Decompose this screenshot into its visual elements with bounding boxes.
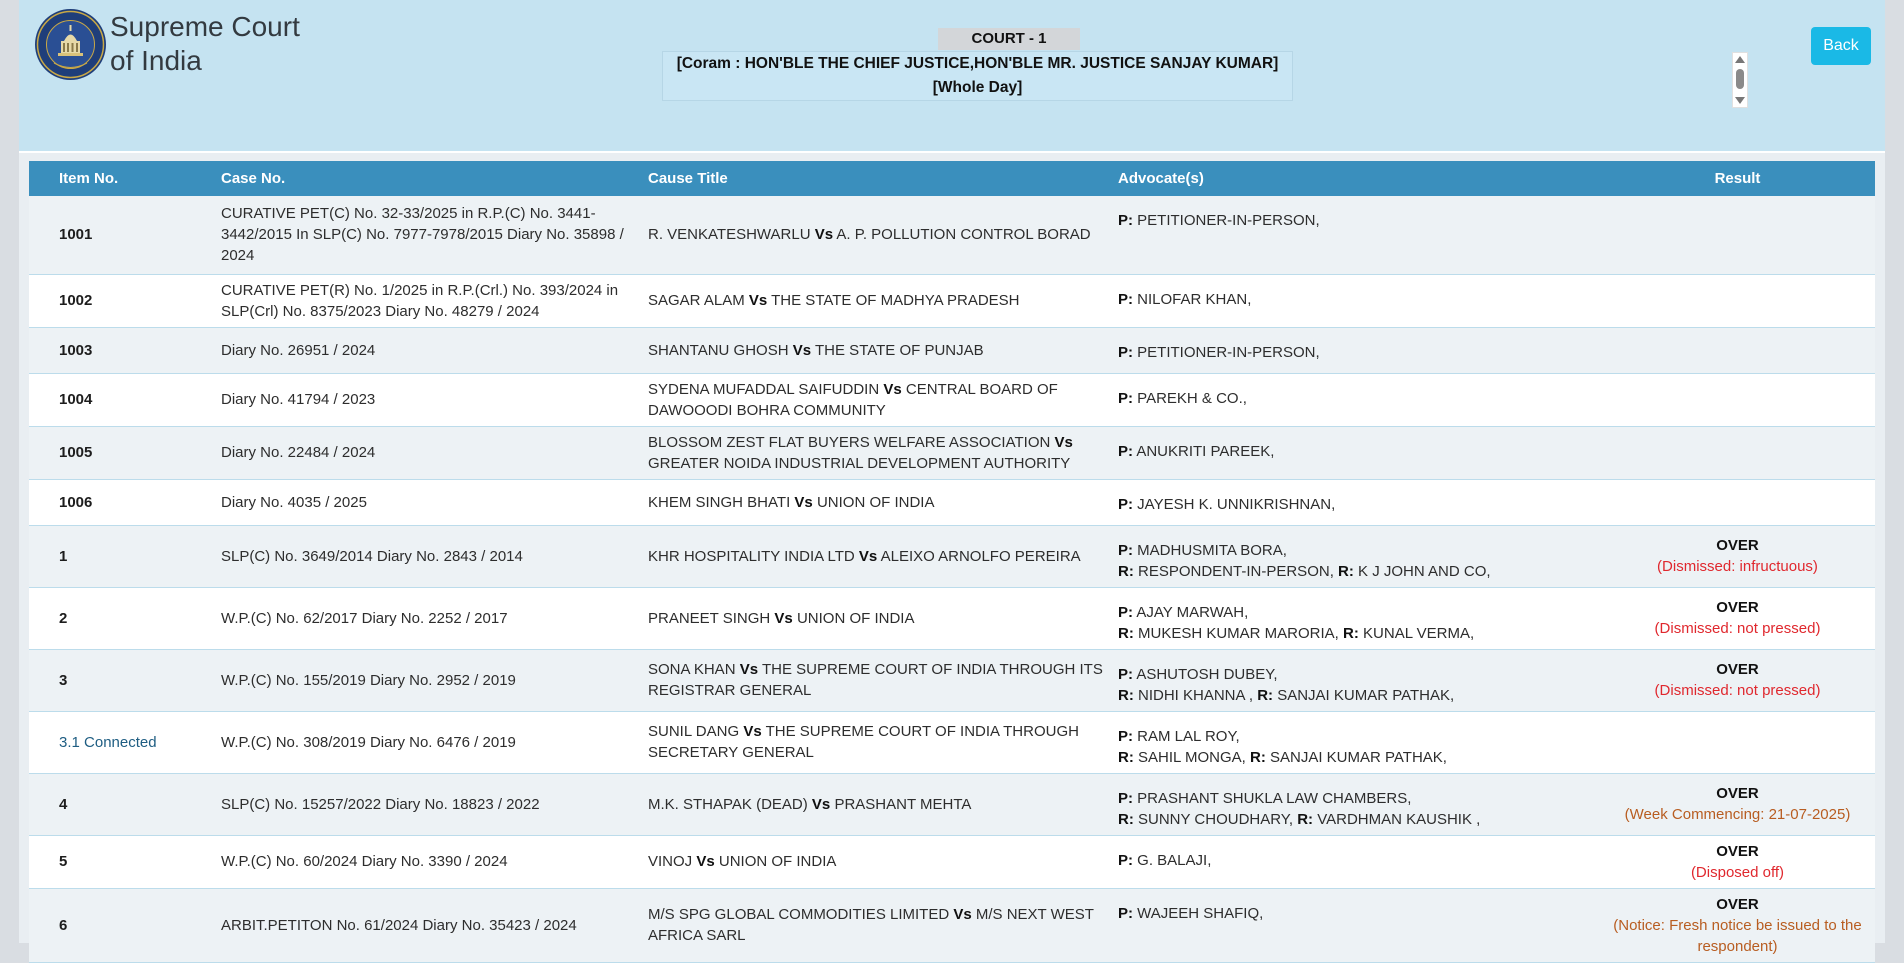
advocates xyxy=(1118,525,1600,587)
advocates xyxy=(1118,888,1600,962)
cause-title xyxy=(648,587,1118,649)
case-number: W.P.(C) No. 308/2019 Diary No. 6476 / 2019 xyxy=(221,733,516,751)
advocate-line xyxy=(1118,788,1592,809)
advocate-party-label: R: xyxy=(1338,562,1354,580)
advocate-name: G. BALAJI, xyxy=(1137,851,1212,869)
advocate-party-label: P: xyxy=(1118,212,1133,229)
advocate-name: PETITIONER-IN-PERSON, xyxy=(1137,212,1320,229)
result xyxy=(1600,711,1875,773)
table-row xyxy=(29,525,1875,587)
cause-title xyxy=(648,835,1118,888)
table-row xyxy=(29,327,1875,373)
result-detail: (Week Commencing: 21-07-2025) xyxy=(1624,806,1851,823)
result xyxy=(1600,373,1875,426)
cause-title xyxy=(648,773,1118,835)
advocates xyxy=(1118,196,1600,274)
result-status: OVER xyxy=(1716,895,1759,913)
table-row xyxy=(29,649,1875,711)
advocate-name: PRASHANT SHUKLA LAW CHAMBERS, xyxy=(1137,789,1412,807)
cause-list-table xyxy=(29,161,1875,963)
cause-title xyxy=(648,327,1118,373)
respondent-name: THE STATE OF MADHYA PRADESH xyxy=(771,292,1020,309)
advocate-party-label: P: xyxy=(1118,904,1133,922)
case-number: SLP(C) No. 3649/2014 Diary No. 2843 / 2014 xyxy=(221,547,523,565)
advocates xyxy=(1118,711,1600,773)
advocate-line xyxy=(1118,850,1592,871)
table-row xyxy=(29,711,1875,773)
advocate-name: VARDHMAN KAUSHIK , xyxy=(1317,810,1481,828)
petitioner-name: SYDENA MUFADDAL SAIFUDDIN xyxy=(648,380,880,398)
advocate-line xyxy=(1118,388,1592,409)
table-row xyxy=(29,587,1875,649)
versus-label: Vs xyxy=(743,723,762,740)
item-number: 2 xyxy=(59,609,68,627)
case-number: CURATIVE PET(C) No. 32-33/2025 in R.P.(C) No. 3441-3442/2015 In SLP(C) No. 7977-7978/2015 Diary No. 35898 / 2024 xyxy=(221,205,624,265)
advocates xyxy=(1118,479,1600,525)
advocate-line xyxy=(1118,289,1592,310)
advocate-name: JAYESH K. UNNIKRISHNAN, xyxy=(1137,495,1336,513)
advocate-line xyxy=(1118,685,1592,706)
item-number: 1004 xyxy=(59,391,93,408)
advocate-name: SANJAI KUMAR PATHAK, xyxy=(1269,748,1447,766)
advocate-line xyxy=(1118,342,1592,363)
advocate-party-label: R: xyxy=(1118,748,1134,766)
item-number: 1005 xyxy=(59,444,93,461)
advocate-party-label: P: xyxy=(1118,495,1133,513)
cause-title xyxy=(648,649,1118,711)
advocate-party-label: P: xyxy=(1118,389,1133,407)
advocate-name: RAM LAL ROY, xyxy=(1137,727,1240,745)
petitioner-name: PRANEET SINGH xyxy=(648,609,771,627)
respondent-name: M/S NEXT WEST AFRICA SARL xyxy=(648,906,1094,944)
back-button[interactable]: Back xyxy=(1811,27,1871,65)
cause-title xyxy=(648,479,1118,525)
advocate-party-label: R: xyxy=(1343,624,1359,642)
result-detail: (Notice: Fresh notice be issued to the respondent) xyxy=(1613,916,1862,955)
respondent-name: PRASHANT MEHTA xyxy=(834,795,972,813)
scrollbar-thumb[interactable] xyxy=(1736,69,1744,89)
table-header-row xyxy=(29,161,1875,196)
table-row xyxy=(29,773,1875,835)
table-row xyxy=(29,373,1875,426)
header xyxy=(19,0,1885,153)
advocate-line xyxy=(1118,602,1592,623)
case-number: CURATIVE PET(R) No. 1/2025 in R.P.(Crl.) No. 393/2024 in SLP(Crl) No. 8375/2023 Diary No. 48279 / 2024 xyxy=(221,281,619,320)
advocate-line xyxy=(1118,441,1592,462)
advocate-name: AJAY MARWAH, xyxy=(1136,603,1249,621)
advocates xyxy=(1118,327,1600,373)
advocates xyxy=(1118,274,1600,327)
petitioner-name: KHEM SINGH BHATI xyxy=(648,493,791,511)
advocate-line xyxy=(1118,210,1592,231)
respondent-name: THE STATE OF PUNJAB xyxy=(815,341,984,359)
advocate-party-label: P: xyxy=(1118,442,1133,460)
case-number: Diary No. 41794 / 2023 xyxy=(221,391,376,408)
advocate-name: NILOFAR KHAN, xyxy=(1137,290,1252,308)
table-row xyxy=(29,835,1875,888)
result-detail: (Dismissed: not pressed) xyxy=(1654,620,1821,637)
case-number: W.P.(C) No. 62/2017 Diary No. 2252 / 2017 xyxy=(221,609,508,627)
result xyxy=(1600,327,1875,373)
advocate-party-label: R: xyxy=(1118,624,1134,642)
respondent-name: THE SUPREME COURT OF INDIA THROUGH SECRETARY GENERAL xyxy=(648,723,1079,761)
advocates xyxy=(1118,773,1600,835)
versus-label: Vs xyxy=(883,380,902,398)
versus-label: Vs xyxy=(1054,433,1073,451)
advocates xyxy=(1118,373,1600,426)
advocate-name: RESPONDENT-IN-PERSON, xyxy=(1138,562,1334,580)
result xyxy=(1600,426,1875,479)
respondent-name: GREATER NOIDA INDUSTRIAL DEVELOPMENT AUTHORITY xyxy=(648,454,1071,472)
scroll-up-arrow-icon[interactable] xyxy=(1735,56,1745,63)
item-number: 5 xyxy=(59,853,68,870)
respondent-name: UNION OF INDIA xyxy=(718,853,837,870)
advocate-name: KUNAL VERMA, xyxy=(1363,624,1475,642)
advocate-name: MADHUSMITA BORA, xyxy=(1137,541,1287,559)
versus-label: Vs xyxy=(953,906,972,923)
case-number: SLP(C) No. 15257/2022 Diary No. 18823 / 2022 xyxy=(221,795,540,813)
item-number: 1003 xyxy=(59,341,93,359)
advocate-party-label: R: xyxy=(1118,686,1134,704)
advocate-party-label: P: xyxy=(1118,851,1133,869)
advocate-line xyxy=(1118,903,1592,924)
advocate-party-label: P: xyxy=(1118,665,1133,683)
site-title-line1: Supreme Court xyxy=(110,11,300,42)
advocate-line xyxy=(1118,561,1592,582)
item-number: 4 xyxy=(59,795,68,813)
item-number: 3 xyxy=(59,671,68,689)
result-status: OVER xyxy=(1716,599,1759,616)
result-detail: (Disposed off) xyxy=(1690,863,1785,881)
advocate-name: ASHUTOSH DUBEY, xyxy=(1136,665,1278,683)
header-item-no: Item No. xyxy=(59,170,119,187)
header-result: Result xyxy=(1714,170,1761,187)
advocate-line xyxy=(1118,809,1592,830)
advocate-name: PAREKH & CO., xyxy=(1137,389,1247,407)
advocate-name: MUKESH KUMAR MARORIA, xyxy=(1138,624,1339,642)
site-title xyxy=(110,10,300,78)
case-number: Diary No. 22484 / 2024 xyxy=(221,444,376,461)
advocate-name: SUNNY CHOUDHARY, xyxy=(1138,810,1294,828)
advocate-line xyxy=(1118,540,1592,561)
result-status: OVER xyxy=(1716,537,1759,554)
result xyxy=(1600,587,1875,649)
coram-box xyxy=(662,51,1293,101)
advocate-party-label: R: xyxy=(1297,810,1314,828)
supreme-court-emblem-icon xyxy=(34,8,107,81)
item-number: 3.1 Connected xyxy=(59,733,157,751)
result xyxy=(1600,888,1875,962)
petitioner-name: M.K. STHAPAK (DEAD) xyxy=(648,795,808,813)
versus-label: Vs xyxy=(814,226,834,244)
table-row xyxy=(29,479,1875,525)
respondent-name: A. P. POLLUTION CONTROL BORAD xyxy=(836,226,1091,244)
table-row xyxy=(29,888,1875,962)
scroll-down-arrow-icon[interactable] xyxy=(1735,97,1745,104)
advocate-party-label: R: xyxy=(1249,748,1266,766)
site-title-line2: of India xyxy=(110,45,202,76)
case-number: Diary No. 4035 / 2025 xyxy=(221,493,367,511)
table-body xyxy=(29,196,1875,962)
versus-label: Vs xyxy=(792,341,812,359)
item-number: 6 xyxy=(59,916,68,934)
advocate-party-label: P: xyxy=(1118,343,1133,361)
advocates xyxy=(1118,587,1600,649)
result-detail: (Dismissed: infructuous) xyxy=(1657,558,1818,575)
advocate-party-label: P: xyxy=(1118,727,1133,745)
versus-label: Vs xyxy=(811,795,831,813)
advocates xyxy=(1118,426,1600,479)
petitioner-name: M/S SPG GLOBAL COMMODITIES LIMITED xyxy=(648,906,950,923)
advocate-party-label: R: xyxy=(1118,810,1134,828)
advocate-name: K J JOHN AND CO, xyxy=(1358,562,1491,580)
advocate-name: WAJEEH SHAFIQ, xyxy=(1137,904,1264,922)
item-number: 1001 xyxy=(59,226,93,244)
petitioner-name: VINOJ xyxy=(648,853,693,870)
case-number: ARBIT.PETITON No. 61/2024 Diary No. 35423 / 2024 xyxy=(221,916,577,934)
result-status: OVER xyxy=(1716,785,1759,802)
advocate-line xyxy=(1118,623,1592,644)
advocate-party-label: P: xyxy=(1118,290,1133,308)
coram-text: [Coram : HON'BLE THE CHIEF JUSTICE,HON'BLE MR. JUSTICE SANJAY KUMAR] xyxy=(676,55,1279,72)
petitioner-name: R. VENKATESHWARLU xyxy=(648,226,811,244)
advocate-line xyxy=(1118,494,1592,515)
header-advocates: Advocate(s) xyxy=(1118,170,1204,187)
cause-title xyxy=(648,525,1118,587)
item-number: 1002 xyxy=(59,292,93,309)
result xyxy=(1600,525,1875,587)
petitioner-name: SHANTANU GHOSH xyxy=(648,341,789,359)
coram-scrollbar[interactable] xyxy=(1732,52,1748,108)
petitioner-name: KHR HOSPITALITY INDIA LTD xyxy=(648,547,855,565)
petitioner-name: SAGAR ALAM xyxy=(648,292,745,309)
result-status: OVER xyxy=(1716,842,1759,860)
cause-title xyxy=(648,373,1118,426)
cause-list-table-container xyxy=(29,161,1875,963)
versus-label: Vs xyxy=(858,547,878,565)
court-title: COURT - 1 xyxy=(938,28,1080,50)
result xyxy=(1600,835,1875,888)
advocates xyxy=(1118,649,1600,711)
cause-title xyxy=(648,888,1118,962)
advocate-name: SANJAI KUMAR PATHAK, xyxy=(1277,686,1455,704)
case-number: Diary No. 26951 / 2024 xyxy=(221,341,376,359)
case-number: W.P.(C) No. 60/2024 Diary No. 3390 / 2024 xyxy=(221,853,508,870)
table-row xyxy=(29,196,1875,274)
versus-label: Vs xyxy=(794,493,813,511)
result-status: OVER xyxy=(1716,661,1759,678)
petitioner-name: SUNIL DANG xyxy=(648,723,740,740)
cause-title xyxy=(648,274,1118,327)
result-detail: (Dismissed: not pressed) xyxy=(1654,682,1821,699)
table-row xyxy=(29,426,1875,479)
versus-label: Vs xyxy=(748,292,768,309)
respondent-name: ALEIXO ARNOLFO PEREIRA xyxy=(880,547,1081,565)
cause-title xyxy=(648,196,1118,274)
item-number: 1006 xyxy=(59,493,93,511)
versus-label: Vs xyxy=(774,609,793,627)
respondent-name: UNION OF INDIA xyxy=(816,493,935,511)
advocates xyxy=(1118,835,1600,888)
advocate-party-label: R: xyxy=(1257,686,1274,704)
advocate-name: SAHIL MONGA, xyxy=(1138,748,1246,766)
result xyxy=(1600,773,1875,835)
case-number: W.P.(C) No. 155/2019 Diary No. 2952 / 2019 xyxy=(221,671,516,689)
item-number: 1 xyxy=(59,547,68,565)
advocate-party-label: P: xyxy=(1118,603,1133,621)
session-text: [Whole Day] xyxy=(932,79,1023,96)
respondent-name: UNION OF INDIA xyxy=(796,609,915,627)
advocate-name: PETITIONER-IN-PERSON, xyxy=(1137,343,1320,361)
result xyxy=(1600,274,1875,327)
respondent-name: THE SUPREME COURT OF INDIA THROUGH ITS REGISTRAR GENERAL xyxy=(648,661,1103,699)
versus-label: Vs xyxy=(696,853,715,870)
advocate-line xyxy=(1118,747,1592,768)
advocate-name: ANUKRITI PAREEK, xyxy=(1136,442,1275,460)
advocate-party-label: R: xyxy=(1118,562,1134,580)
page xyxy=(19,0,1885,955)
advocate-line xyxy=(1118,726,1592,747)
result xyxy=(1600,649,1875,711)
advocate-party-label: P: xyxy=(1118,541,1133,559)
cause-title xyxy=(648,426,1118,479)
result xyxy=(1600,196,1875,274)
versus-label: Vs xyxy=(739,661,759,678)
result xyxy=(1600,479,1875,525)
cause-title xyxy=(648,711,1118,773)
table-row xyxy=(29,274,1875,327)
respondent-name: CENTRAL BOARD OF DAWOOODI BOHRA COMMUNITY xyxy=(648,380,1058,419)
advocate-name: NIDHI KHANNA , xyxy=(1138,686,1254,704)
header-cause-title: Cause Title xyxy=(648,170,728,187)
advocate-party-label: P: xyxy=(1118,789,1133,807)
advocate-line xyxy=(1118,664,1592,685)
header-case-no: Case No. xyxy=(221,170,286,187)
petitioner-name: SONA KHAN xyxy=(648,661,736,678)
petitioner-name: BLOSSOM ZEST FLAT BUYERS WELFARE ASSOCIATION xyxy=(648,433,1051,451)
